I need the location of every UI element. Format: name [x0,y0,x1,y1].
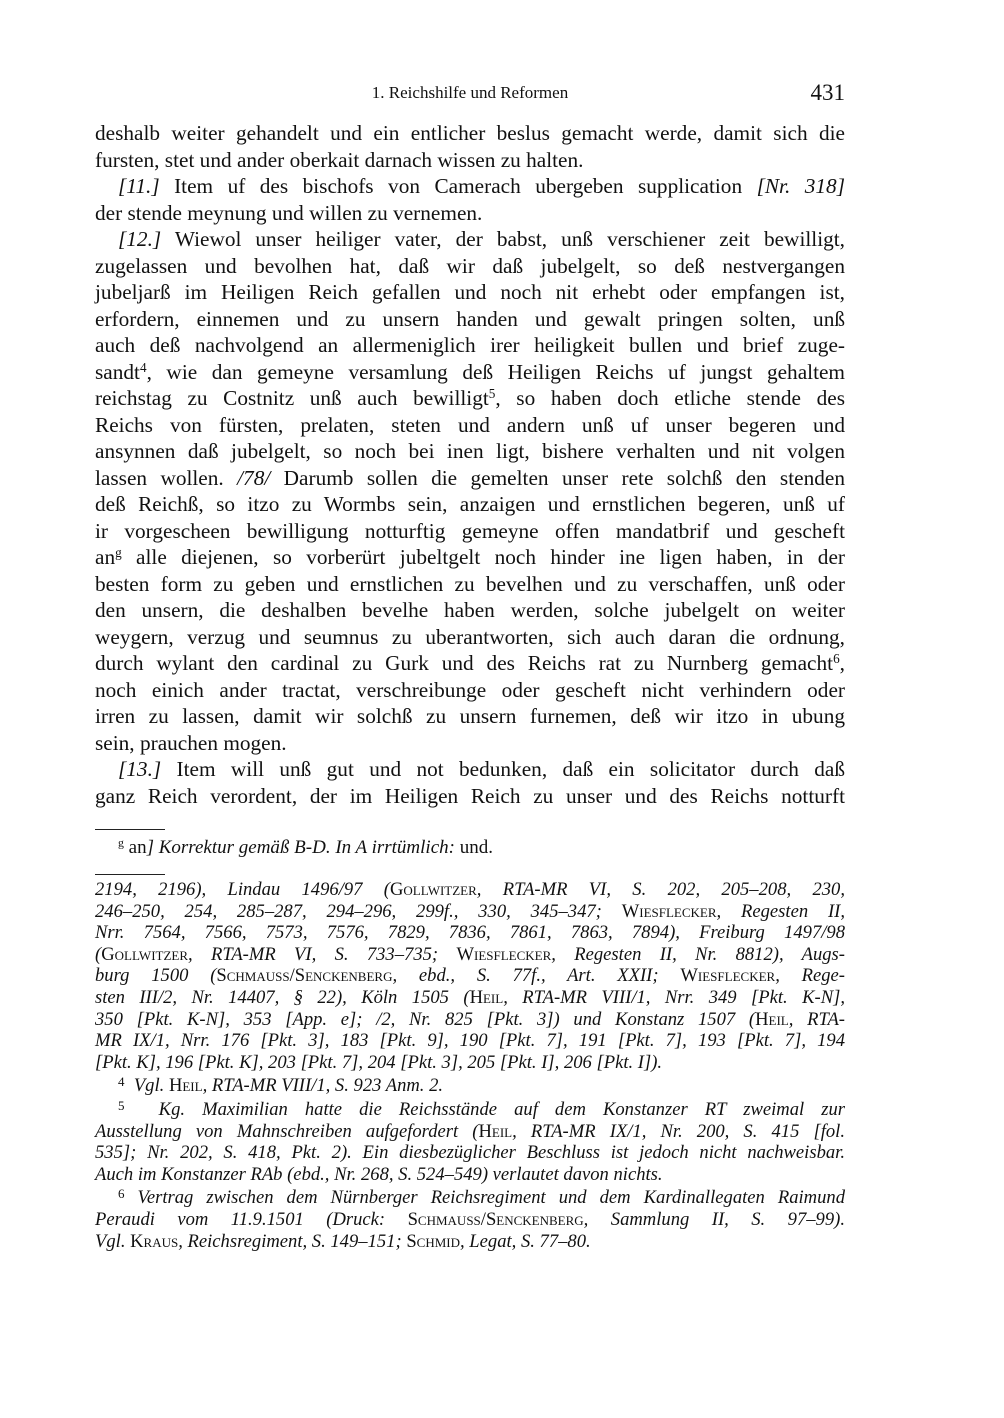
text-segment: reichstag zu Costnitz unß auch bewilligt [95,386,489,410]
text-segment: [12.] [118,227,162,251]
text-segment: der stende meynung und willen zu vernemen. [95,200,483,225]
footnote-reference: 5 [488,385,496,401]
text-segment: Ausstellung von Mahnschreiben aufgefordert ( [95,1120,479,1142]
footnote-line [95,965,845,986]
text-line [95,518,845,544]
text-line [95,650,845,676]
text-segment: Vgl. [133,1075,169,1096]
text-line [95,200,845,226]
footnote-line [118,1187,845,1208]
text-segment: Wiesflecker [621,900,717,922]
text-segment: Schmid [406,1230,460,1252]
text-line [95,279,845,305]
text-line [95,332,845,358]
apparatus-line [118,835,845,861]
text-line [118,173,845,199]
text-line [95,491,845,517]
footnote-line [95,879,845,900]
text-segment: lassen wollen. [95,465,238,490]
text-segment: [13.] [118,757,162,781]
footnote-number: 6 [118,1185,125,1201]
footnote-line [95,944,845,965]
text-segment: Kraus [130,1230,179,1252]
footnote-line [95,1231,845,1252]
text-segment: , so haben doch etliche stende des [495,386,845,410]
text-segment: ansynnen daß jubelgelt, so noch bei inen ligt, bishere verhalten und nit volgen [95,439,845,463]
footnote-line [95,1142,845,1163]
text-line [95,703,845,729]
text-segment: Wiesflecker [456,943,552,965]
footnote-line [95,987,845,1008]
page-number: 431 [810,80,845,105]
text-segment: ( [95,943,102,965]
text-segment: 246–250, 254, 285–287, 294–296, 299f., 330, 345–347; [95,900,622,922]
running-title: 1. Reichshilfe und Reformen [371,83,569,102]
text-segment: Nrr. 7564, 7566, 7573, 7576, 7829, 7836, 7861, 7863, 7894), Freiburg 1497/98 [95,922,845,944]
text-line [118,226,845,252]
text-segment: Gollwitzer [389,879,477,900]
text-segment: , [839,651,845,675]
text-segment: , wie dan gemeyne versamlung deß Heiligen Reichs uf jungst gehaltem [146,359,845,384]
text-segment: , RTA-MR VIII/1, Nrr. 349 [Pkt. K-N], [503,987,845,1008]
text-segment: Item will unß gut und not bedunken, daß ein solicitator durch daß [161,757,845,781]
text-segment: ir vorgescheen bewilligung notturftig gemeyne offen mandatbrif und gescheft [95,518,845,543]
text-segment: , Regesten II, [716,900,846,922]
text-line [95,412,845,438]
text-segment: auch deß nachvolgend an allermeniglich irer heiligkeit bullen und brief zuge- [95,333,845,357]
text-segment: ] Korrektur gemäß B-D. In A irrtümlich: [146,837,455,858]
text-segment: Schmauss/Senckenberg [216,965,393,987]
text-segment: , RTA-MR VI, S. 733–735; [188,943,457,965]
text-line [95,783,845,809]
text-segment: sein, prauchen mogen. [95,730,287,755]
text-segment: Heil [755,1008,789,1030]
text-line [95,120,845,146]
footnote-line [95,1009,845,1030]
text-segment: an [95,545,116,569]
text-segment: Heil [469,987,504,1008]
text-segment: Vertrag zwischen dem Nürnberger Reichsregiment und dem Kardinallegaten Raimund [124,1187,845,1208]
text-segment: , ebd., S. 77f., Art. XXII; [392,965,681,987]
footnote-rule [95,874,165,875]
text-segment: Gollwitzer [101,943,189,965]
text-segment: den unsern, die deshalben bevelhe haben werden, solche jubelgelt on weiter [95,598,845,622]
text-line [95,544,845,570]
text-line [95,571,845,597]
text-segment: Kg. Maximilian hatte die Reichsstände auf dem Konstanzer RT zweimal zur [124,1099,845,1120]
text-segment: , Sammlung II, S. 97–99). [583,1209,845,1230]
text-segment: MR IX/1, Nrr. 176 [Pkt. 3], 183 [Pkt. 9], 190 [Pkt. 7], 191 [Pkt. 7], 193 [Pkt. 7], 194 [95,1030,845,1052]
text-line [95,677,845,703]
text-segment: deshalb weiter gehandelt und ein entlicher beslus gemacht werde, damit sich die [95,121,845,145]
footnote-line [95,901,845,922]
text-segment: [Pkt. K], 196 [Pkt. K], 203 [Pkt. 7], 204 [Pkt. 3], 205 [Pkt. I], 206 [Pkt. I]). [95,1051,663,1073]
footnote-reference: g [115,544,122,560]
footnote-line [95,922,845,943]
text-line [95,624,845,650]
text-segment: jubeljarß im Heiligen Reich gefallen und noch nit erhebt oder empfangen ist, [95,280,845,304]
text-line [95,438,845,464]
footnote-reference: g [118,836,124,850]
text-line [95,385,845,411]
text-segment: besten form zu geben und ernstlichen zu bevelhen und zu verschaffen, unß oder [95,571,845,596]
text-segment: ganz Reich verordent, der im Heiligen Reich zu unser und des Reichs notturft [95,783,845,808]
text-segment: , Rege- [775,965,845,987]
text-segment: Vgl. [95,1230,131,1252]
text-line [118,756,845,782]
text-segment: noch einich ander tractat, verschreibunge oder gescheft nicht verhindern oder [95,677,845,702]
footnote-line [95,1052,845,1073]
text-segment: Reichs von fürsten, prelaten, steten und andern unß uf unser begeren und [95,412,845,437]
text-segment: Peraudi vom 11.9.1501 (Druck: [95,1209,408,1230]
text-segment: [Nr. 318] [756,174,845,198]
footnote-line [95,1164,845,1185]
text-segment: zugelassen und bevolhen hat, daß wir daß jubelgelt, so deß nestvergangen [95,253,845,278]
text-segment: /78/ [237,465,271,490]
text-line [95,359,845,385]
footnote-reference: 6 [833,650,840,666]
text-segment: irren zu lassen, damit wir solchß zu unsern furnemen, deß wir itzo in ubung [95,704,845,728]
text-segment: erfordern, einnemen und zu unsern handen und gewalt pringen solten, unß [95,306,845,331]
text-segment: durch wylant den cardinal zu Gurk und des Reichs rat zu Nurnberg gemacht [95,651,834,675]
text-segment: 350 [Pkt. K-N], 353 [App. e]; /2, Nr. 825 [Pkt. 3]) und Konstanz 1507 ( [95,1008,756,1030]
footnote-line [95,1030,845,1051]
text-line [95,730,845,756]
text-segment: Wiewol unser heiliger vater, der babst, unß verschiener zeit bewilligt, [161,227,845,251]
text-line [95,253,845,279]
text-line [95,597,845,623]
text-segment: Wiesflecker [680,965,776,987]
text-segment: und. [454,837,493,858]
text-segment: burg 1500 ( [95,965,217,987]
text-segment: Schmauss/Senckenberg [407,1209,584,1230]
text-segment: , RTA- [788,1008,845,1030]
text-segment: Heil [478,1120,513,1142]
footnote-line [118,1099,845,1120]
apparatus-rule [95,829,165,830]
text-line [95,147,845,173]
footnote-line [95,1209,845,1230]
text-segment: an [123,837,147,858]
running-head [95,80,845,108]
text-line [95,306,845,332]
footnote-line [118,1075,845,1096]
text-line [95,465,845,491]
text-segment: Item uf des bischofs von Camerach ubergeben supplication [159,174,757,198]
text-segment: Darumb sollen die gemelten unser rete solchß den stenden [270,465,845,490]
text-segment: alle diejenen, so vorberürt jubeltgelt noch hinder ine ligen haben, in der [121,545,845,569]
text-segment: sten III/2, Nr. 14407, § 22), Köln 1505 ( [95,987,470,1008]
footnote-reference: 4 [139,359,147,375]
text-segment: , RTA-MR IX/1, Nr. 200, S. 415 [fol. [512,1120,845,1142]
text-segment: Heil [168,1075,203,1096]
text-segment [125,1075,134,1096]
text-segment: weygern, verzug und seumnus zu uberantworten, sich auch daran die ordnung, [95,624,845,649]
text-segment: deß Reichß, so itzo zu Wormbs sein, anzaigen und ernstlichen begeren, unß uf [95,492,845,516]
text-segment: , Legat, S. 77–80. [460,1230,591,1252]
text-segment: 2194, 2196), Lindau 1496/97 ( [95,879,390,900]
text-segment: fursten, stet und ander oberkait darnach wissen zu halten. [95,147,584,172]
footnote-line [95,1121,845,1142]
text-segment: , RTA-MR VIII/1, S. 923 Anm. 2. [202,1075,444,1096]
text-segment: , Regesten II, Nr. 8812), Augs- [551,943,845,965]
footnote-number: 4 [118,1073,125,1089]
text-segment: 535]; Nr. 202, S. 418, Pkt. 2). Ein diesbezüglicher Beschluss ist jedoch nicht nachweisbar. [95,1142,845,1163]
text-segment: , Reichsregiment, S. 149–151; [178,1230,407,1252]
text-segment: Auch im Konstanzer RAb (ebd., Nr. 268, S. 524–549) verlautet davon nichts. [95,1163,663,1185]
text-segment: [11.] [118,174,160,198]
text-segment: , RTA-MR VI, S. 202, 205–208, 230, [476,879,846,900]
footnote-number: 5 [118,1097,125,1113]
text-segment: sandt [95,359,140,384]
